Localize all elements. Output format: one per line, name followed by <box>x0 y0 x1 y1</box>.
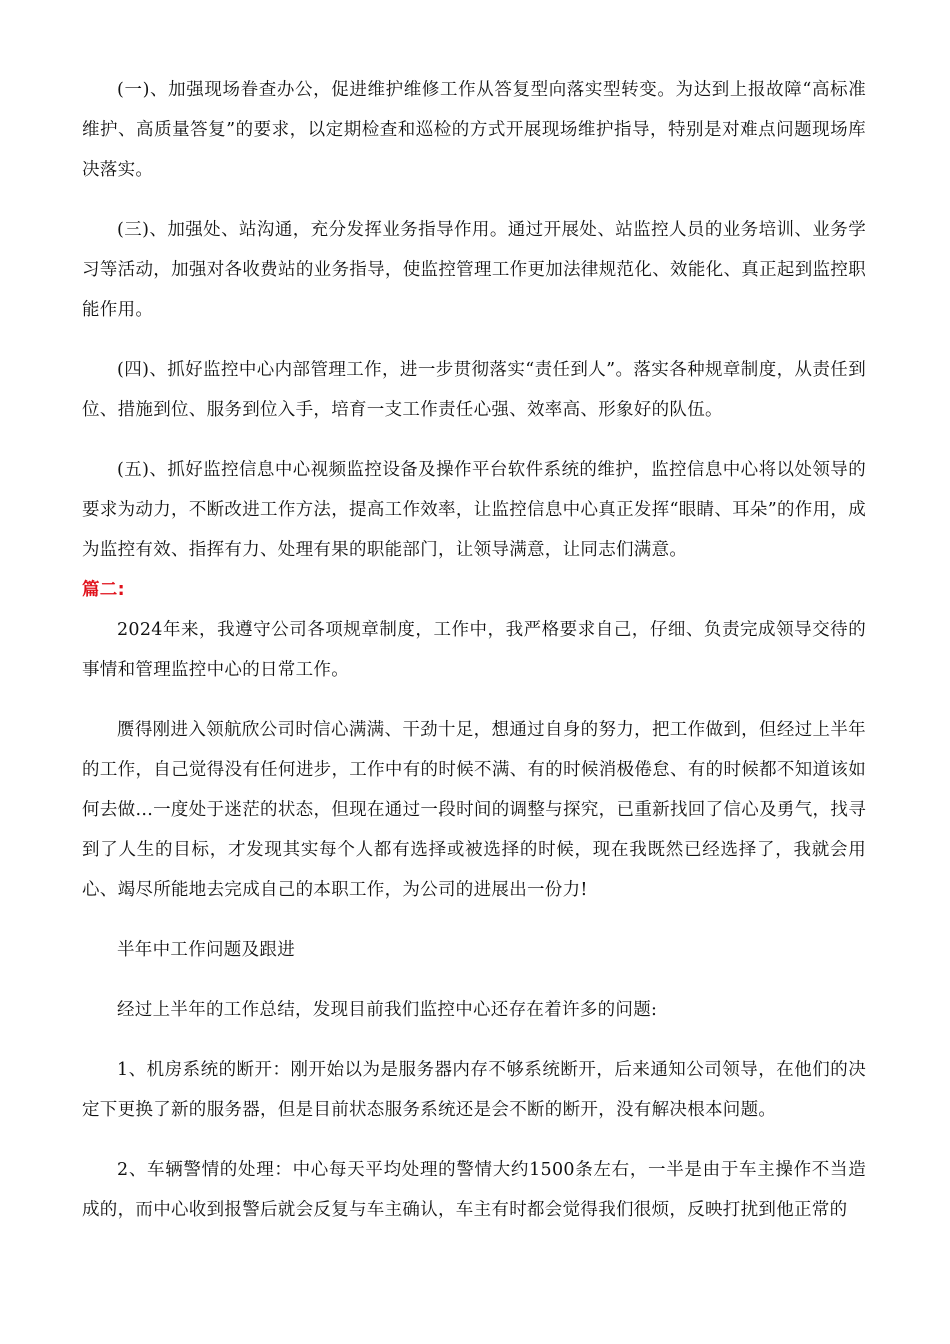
paragraph-5: (五)、抓好监控信息中心视频监控设备及操作平台软件系统的维护，监控信息中心将以处领导的要求为动力，不断改进工作方法，提高工作效率，让监控信息中心真正发挥“眼睛、耳朵”的作用，成为监控有效、指挥有力、处理有果的职能部门，让领导满意，让同志们满意。 <box>82 460 866 560</box>
paragraph-4: (四)、抓好监控中心内部管理工作，进一步贯彻落实“责任到人”。落实各种规章制度，从责任到位、措施到位、服务到位入手，培育一支工作责任心强、效率高、形象好的队伍。 <box>82 360 866 420</box>
paragraph-1: (一)、加强现场眷查办公，促进维护维修工作从答复型向落实型转变。为达到上报故障“高标准维护、高质量答复”的要求，以定期检查和巡检的方式开展现场维护指导，特别是对难点问题现场库决落实。 <box>82 80 866 180</box>
paragraph-reflection: 赝得刚进入领航欣公司时信心满满、干劲十足，想通过自身的努力，把工作做到，但经过上半年的工作，自己觉得没有任何进步，工作中有的时候不满、有的时候消极倦怠、有的时候都不知道该如何去做...一度处于迷茫的状态，但现在通过一段时间的调整与探究，已重新找回了信心及勇气，找寻到了人生的目标，才发现其实每个人都有选择或被选择的时候，现在我既然已经选择了，我就会用心、竭尽所能地去完成自己的本职工作，为公司的进展出一份力! <box>82 720 866 900</box>
document-page <box>82 70 866 1250</box>
issue-1: 1、机房系统的断开：刚开始以为是服务器内存不够系统断开，后来通知公司领导，在他们的决定下更换了新的服务器，但是目前状态服务系统还是会不断的断开，没有解决根本问题。 <box>82 1060 866 1120</box>
intro-line: 经过上半年的工作总结，发现目前我们监控中心还存在着许多的问题: <box>117 1000 658 1020</box>
paragraph-3: (三)、加强处、站沟通，充分发挥业务指导作用。通过开展处、站监控人员的业务培训、业务学习等活动，加强对各收费站的业务指导，使监控管理工作更加法律规范化、效能化、真正起到监控职能作用。 <box>82 220 866 320</box>
issue-2: 2、车辆警情的处理：中心每天平均处理的警情大约1500条左右，一半是由于车主操作不当造成的，而中心收到报警后就会反复与车主确认，车主有时都会觉得我们很烦，反映打扰到他正常的 <box>82 1160 866 1220</box>
section-heading: 篇二: <box>82 580 125 600</box>
paragraph-2024: 2024年来，我遵守公司各项规章制度，工作中，我严格要求自己，仔细、负责完成领导交待的事情和管理监控中心的日常工作。 <box>82 620 866 680</box>
subheading: 半年中工作问题及跟进 <box>117 940 295 960</box>
